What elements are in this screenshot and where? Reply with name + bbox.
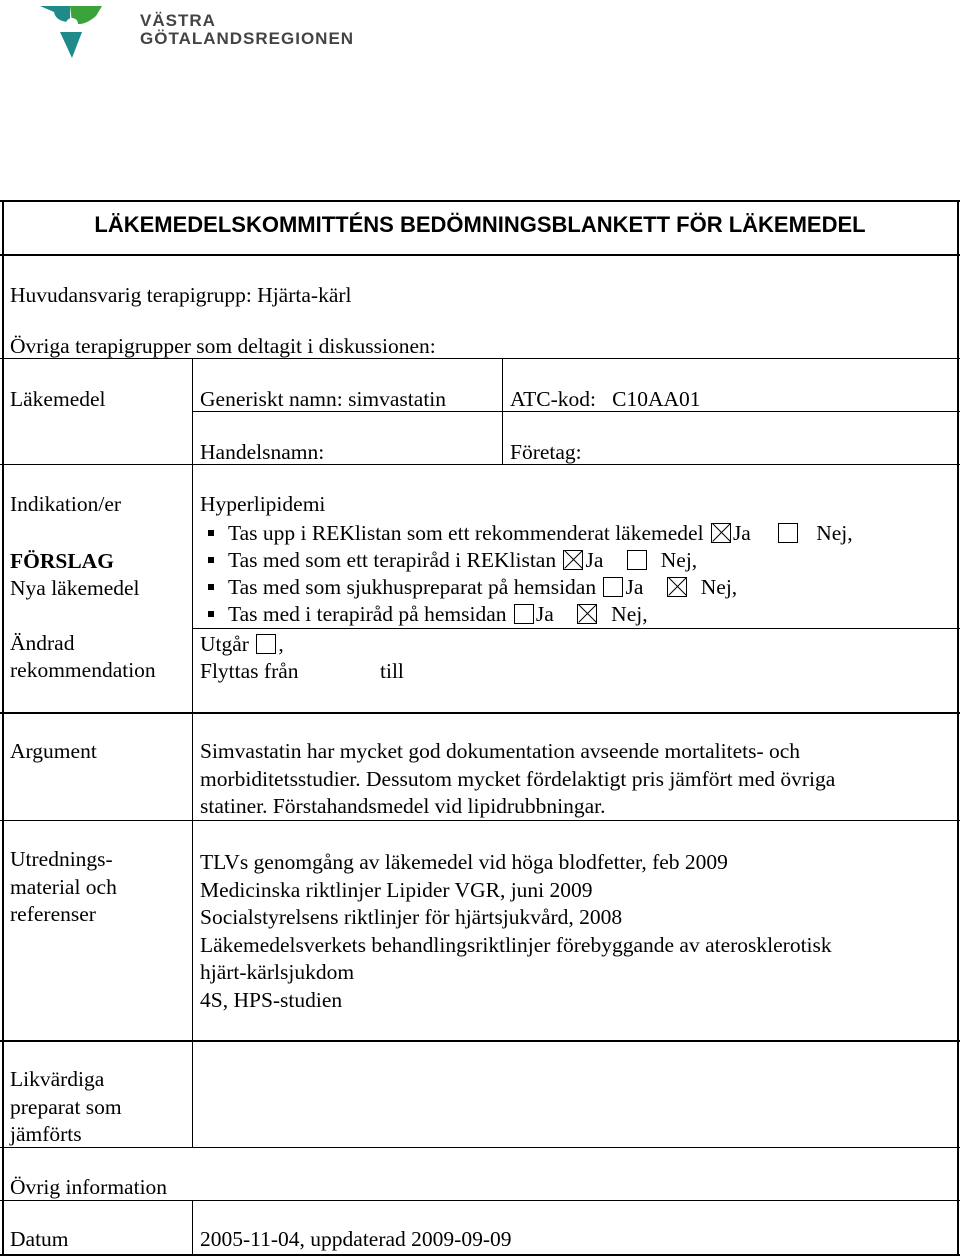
nya-lakemedel-label: Nya läkemedel	[10, 576, 140, 600]
reference-line: hjärt-kärlsjukdom	[200, 960, 355, 984]
nej-checkbox[interactable]	[577, 604, 597, 624]
ja-checkbox[interactable]	[603, 577, 623, 597]
likvardiga-label	[10, 1066, 122, 1149]
row-divider	[0, 712, 960, 714]
utredning-label-line: referenser	[10, 902, 96, 926]
nej-label: Nej,	[660, 548, 698, 572]
argument-label: Argument	[10, 739, 97, 763]
table-left-border	[2, 200, 4, 1256]
logo-line-1: VÄSTRA	[140, 11, 216, 30]
table-bottom-border	[0, 1254, 960, 1256]
flyttas-fran-label: Flyttas från	[200, 659, 299, 683]
indikation-value: Hyperlipidemi	[200, 492, 326, 516]
reference-line: Läkemedelsverkets behandlingsriktlinjer förebyggande av aterosklerotisk	[200, 932, 832, 957]
table-top-border	[0, 200, 960, 202]
utgar-label: Utgår	[200, 632, 249, 656]
argument-line: statiner. Förstahandsmedel vid lipidrubbningar.	[200, 794, 606, 818]
form-title: LÄKEMEDELSKOMMITTÉNS BEDÖMNINGSBLANKETT FÖR LÄKEMEDEL	[94, 212, 866, 237]
reference-line: TLVs genomgång av läkemedel vid höga blodfetter, feb 2009	[200, 850, 728, 874]
argument-text	[200, 738, 835, 821]
bullet-icon	[208, 611, 214, 617]
datum-value: 2005-11-04, uppdaterad 2009-09-09	[200, 1227, 512, 1251]
option-row-terapirad-hemsida	[200, 601, 648, 628]
andrad-label: Ändrad	[10, 631, 75, 655]
option-row-terapirad-rek	[200, 547, 697, 574]
region-logo-icon	[36, 2, 136, 62]
reference-line: 4S, HPS-studien	[200, 987, 343, 1012]
indikation-label: Indikation/er	[10, 492, 122, 516]
ja-checkbox[interactable]	[711, 523, 731, 543]
reference-line: Socialstyrelsens riktlinjer för hjärtsjukvård, 2008	[200, 905, 623, 929]
option-text: Tas med som ett terapiråd i REKlistan	[228, 548, 557, 572]
row-divider	[192, 628, 960, 629]
ovriga-terapigrupper: Övriga terapigrupper som deltagit i diskussionen:	[10, 334, 436, 358]
row-divider	[0, 464, 960, 465]
ja-label: Ja	[585, 548, 604, 572]
nej-label: Nej,	[816, 521, 853, 545]
column-divider	[192, 1200, 193, 1255]
likvardiga-label-line: jämförts	[10, 1122, 82, 1146]
row-divider	[0, 1147, 960, 1148]
option-row-sjukhus	[200, 574, 737, 601]
datum-label: Datum	[10, 1227, 69, 1251]
utredning-references	[200, 849, 832, 1014]
ovrig-information-label: Övrig information	[10, 1175, 168, 1199]
nej-checkbox[interactable]	[667, 577, 687, 597]
ja-label: Ja	[535, 602, 554, 626]
ja-label: Ja	[732, 521, 751, 545]
logo-line-2: GÖTALANDSREGIONEN	[140, 29, 355, 48]
utgar-row	[200, 631, 284, 658]
forslag-label: FÖRSLAG	[10, 549, 114, 573]
ja-label: Ja	[625, 575, 644, 599]
till-label: till	[380, 659, 404, 683]
bullet-icon	[208, 584, 214, 590]
reference-line: Medicinska riktlinjer Lipider VGR, juni 2009	[200, 877, 593, 902]
utredning-label	[10, 846, 117, 929]
row-divider	[0, 1040, 960, 1042]
column-divider	[502, 358, 503, 464]
column-divider	[192, 358, 193, 1148]
huvudansvarig-terapigrupp: Huvudansvarig terapigrupp: Hjärta-kärl	[10, 283, 352, 307]
utgar-suffix: ,	[278, 632, 284, 656]
option-text: Tas med i terapiråd på hemsidan	[228, 602, 507, 626]
utgar-checkbox[interactable]	[256, 634, 276, 654]
foretag: Företag:	[510, 440, 582, 464]
logo-text	[140, 12, 354, 48]
argument-line: morbiditetsstudier. Dessutom mycket fördelaktigt pris jämfört med övriga	[200, 766, 836, 791]
option-text: Tas med som sjukhuspreparat på hemsidan	[228, 575, 597, 599]
utredning-label-line: Utrednings-	[10, 847, 113, 871]
nej-label: Nej,	[700, 575, 738, 599]
nej-label: Nej,	[611, 602, 648, 626]
table-right-border	[957, 200, 959, 1256]
nej-checkbox[interactable]	[778, 523, 798, 543]
ja-checkbox[interactable]	[514, 604, 534, 624]
nej-checkbox[interactable]	[627, 550, 647, 570]
handelsnamn: Handelsnamn:	[200, 440, 325, 464]
option-row-rek	[200, 520, 853, 547]
atc-kod: ATC-kod: C10AA01	[510, 387, 701, 411]
utredning-label-line: material och	[10, 874, 117, 899]
title-bottom-border	[0, 254, 960, 256]
argument-line: Simvastatin har mycket god dokumentation avseende mortalitets- och	[200, 739, 801, 763]
bullet-icon	[208, 530, 214, 536]
likvardiga-label-line: preparat som	[10, 1094, 122, 1119]
likvardiga-label-line: Likvärdiga	[10, 1067, 105, 1091]
ja-checkbox[interactable]	[563, 550, 583, 570]
option-text: Tas upp i REKlistan som ett rekommenderat läkemedel	[228, 521, 704, 545]
rekommendation-label: rekommendation	[10, 658, 156, 682]
generiskt-namn: Generiskt namn: simvastatin	[200, 387, 447, 411]
logo	[36, 2, 355, 62]
lakemedel-label: Läkemedel	[10, 387, 106, 411]
bullet-icon	[208, 557, 214, 563]
